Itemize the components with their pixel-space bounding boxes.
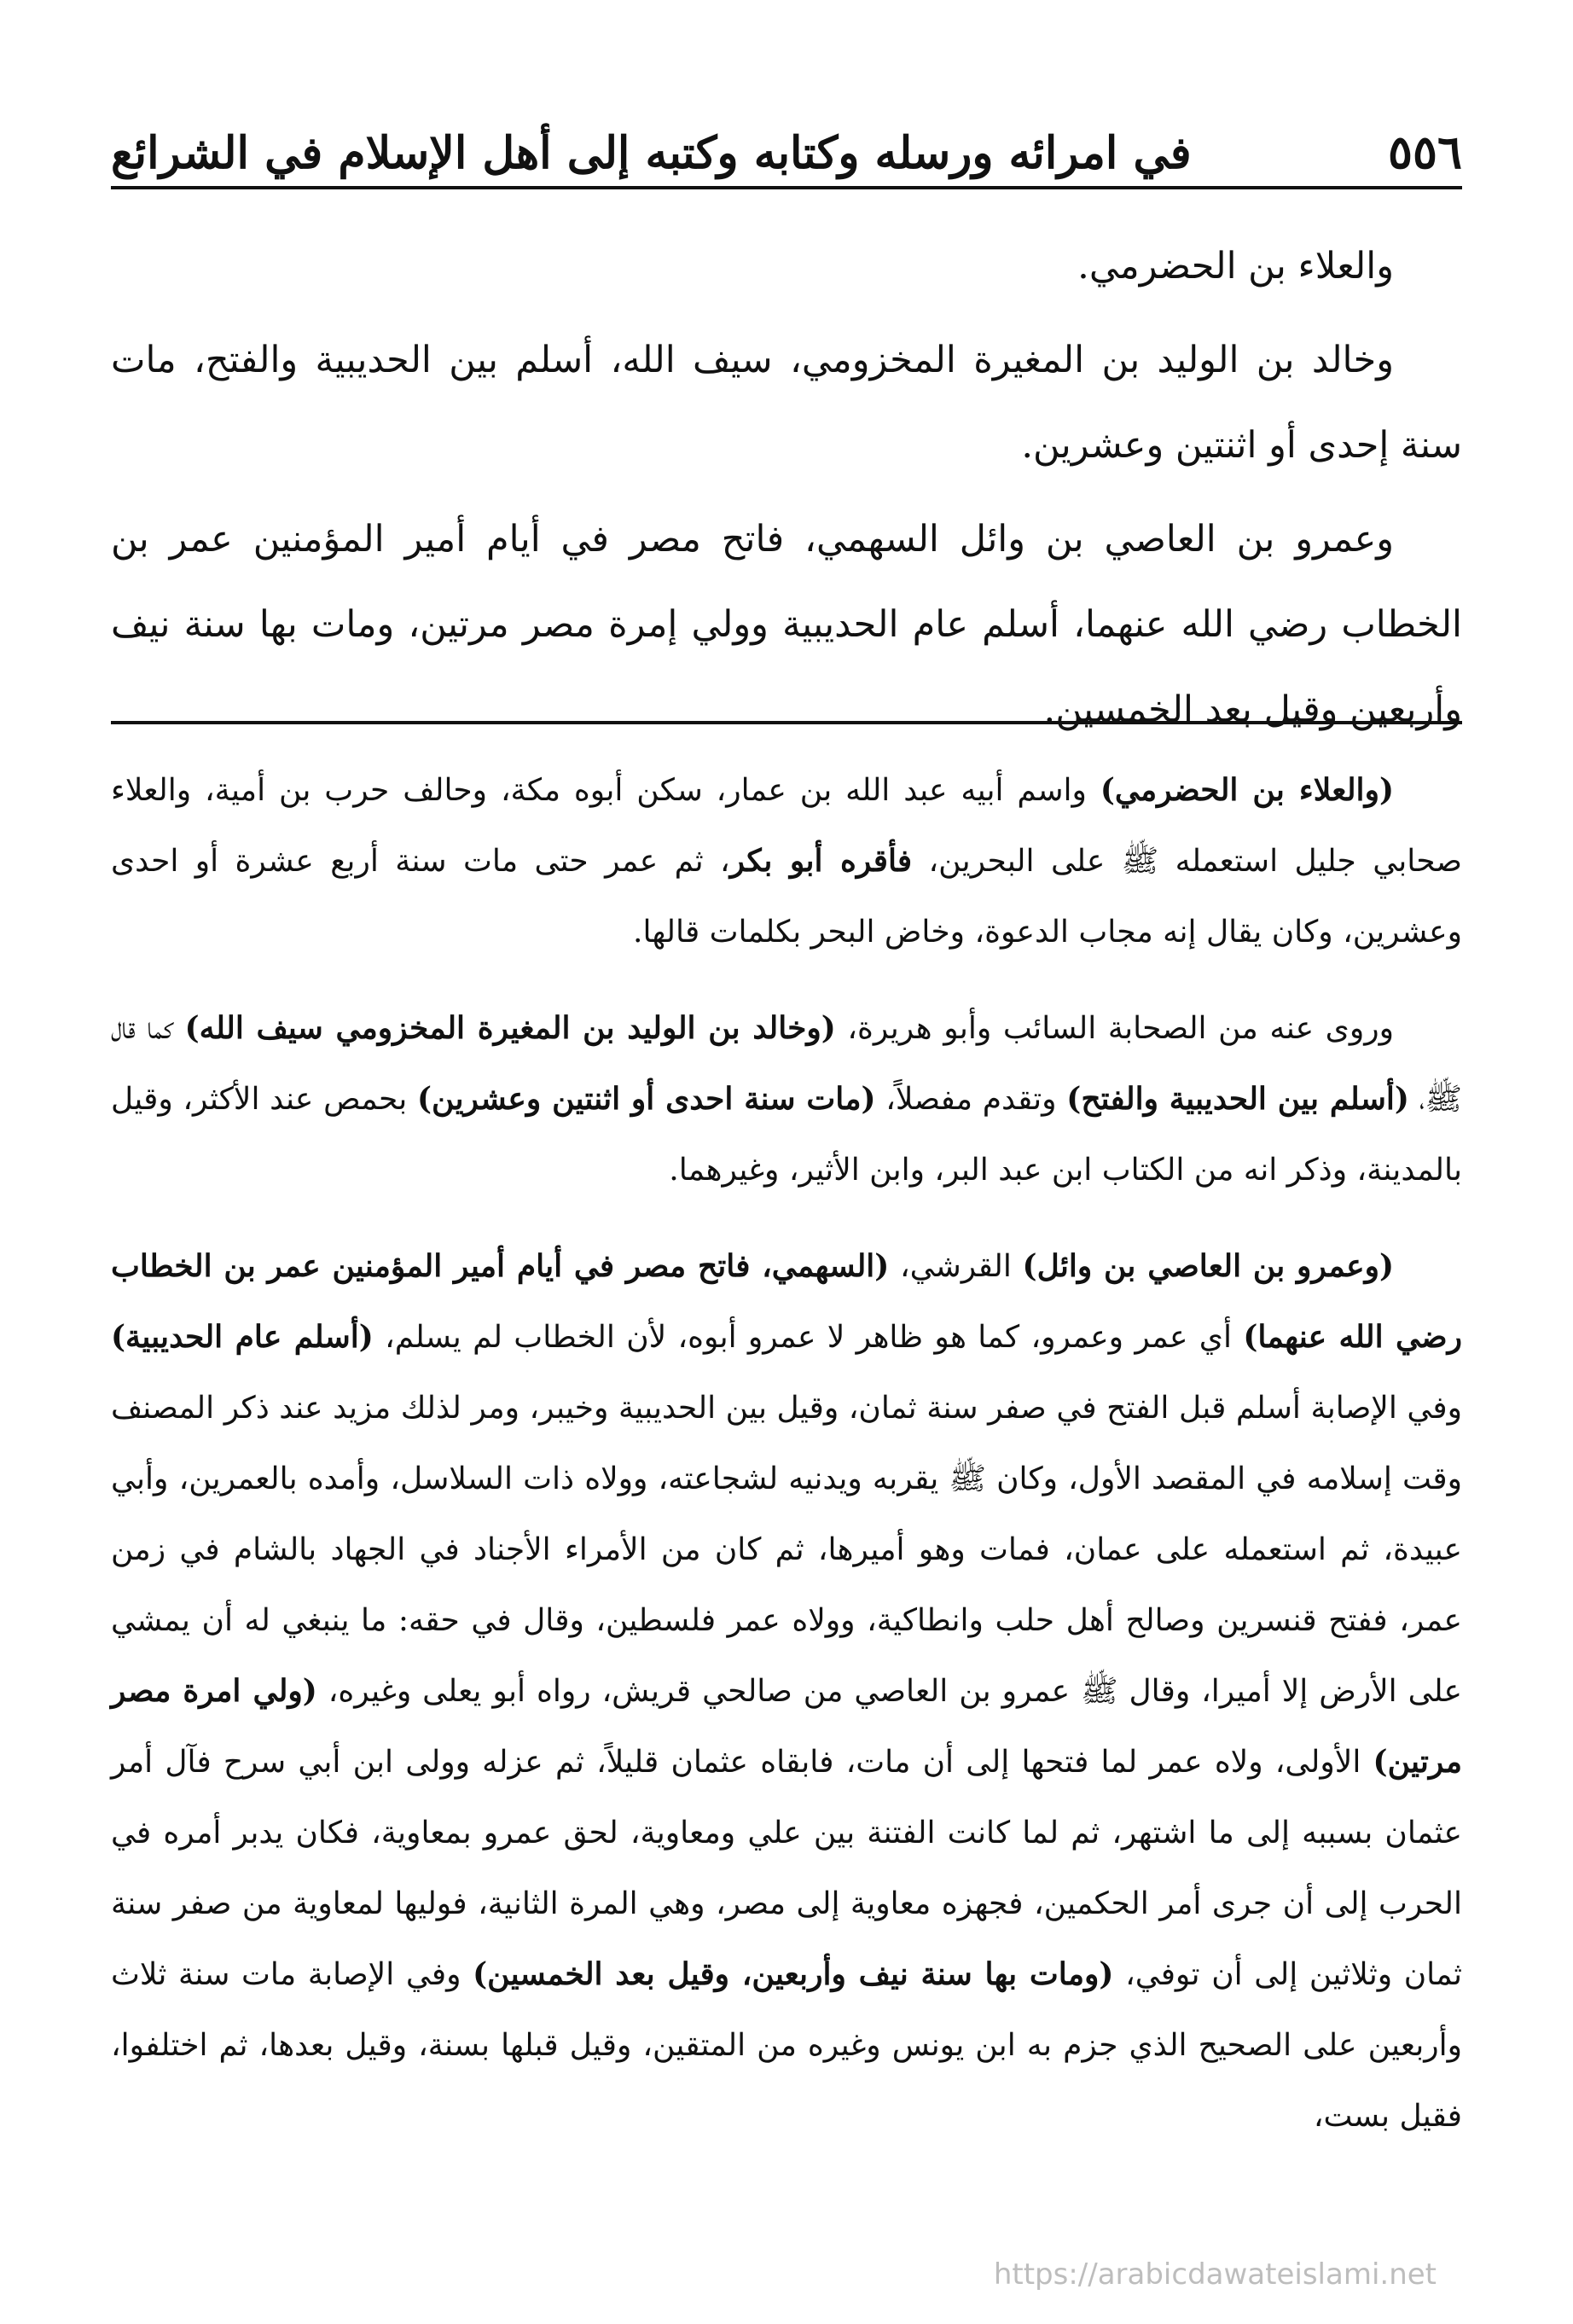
commentary-text: وروى عنه من الصحابة السائب وأبو هريرة،	[835, 1011, 1394, 1046]
main-text	[111, 224, 1462, 761]
commentary-text: كما قال ﷺ،	[111, 1011, 1462, 1117]
main-paragraph-khalid: وخالد بن الوليد بن المغيرة المخزومي، سيف الله، أسلم بين الحديبية والفتح، مات سنة إحدى أو اثنتين وعشرين.	[111, 339, 1462, 467]
commentary-text: القرشي،	[889, 1249, 1023, 1284]
commentary-text: بحمص عند الأكثر، وقيل بالمدينة، وذكر انه من الكتاب ابن عبد البر، وابن الأثير، وغيرهما.	[111, 1082, 1462, 1188]
lemma: (وعمرو بن العاصي بن وائل)	[1022, 1248, 1394, 1284]
lemma: (أسلم عام الحديبية)	[111, 1319, 374, 1355]
commentary-text: ، ثم عمر حتى مات سنة أربع عشرة أو احدى وعشرين، وكان يقال إنه مجاب الدعوة، وخاض البحر بكلمات قالها.	[111, 844, 1462, 950]
lemma: (مات سنة احدى أو اثنتين وعشرين)	[417, 1081, 876, 1117]
lemma: (السهمي، فاتح مصر في أيام أمير المؤمنين عمر بن الخطاب رضي الله عنهما)	[111, 1248, 1463, 1355]
header-rule	[111, 186, 1462, 189]
running-title: في امرائه ورسله وكتابه وكتبه إلى أهل الإسلام في الشرائع	[111, 127, 1192, 179]
commentary-paragraph	[111, 993, 1462, 1206]
commentary-paragraph	[111, 755, 1462, 967]
lemma: (أسلم بين الحديبية والفتح)	[1066, 1081, 1409, 1117]
page-header	[111, 102, 1462, 179]
lemma: (وخالد بن الوليد بن المغيرة المخزومي سيف الله)	[184, 1010, 836, 1046]
page-number: ٥٥٦	[1387, 125, 1462, 179]
watermark-url: https://arabicdawateislami.net	[993, 2257, 1437, 2292]
main-paragraph-ala: والعلاء بن الحضرمي.	[1077, 245, 1394, 288]
lemma: فأقره أبو بكر	[729, 843, 913, 879]
commentary-text: واسم أبيه عبد الله بن عمار، سكن أبوه مكة، وحالف حرب بن أمية، والعلاء صحابي جليل استعمله ﷺ على البحرين،	[111, 773, 1462, 879]
lemma: (ولي امرة مصر مرتين)	[111, 1673, 1462, 1780]
commentary-divider	[111, 721, 1462, 724]
commentary-paragraph	[111, 1231, 1462, 2152]
commentary-text: الأولى، ولاه عمر لما فتحها إلى أن مات، فابقاه عثمان قليلاً، ثم عزله وولى ابن أبي سرح فآل أمر عثمان بسببه إلى ما اشتهر، ثم لما كانت الفتنة بين علي ومعاوية، لحق عمرو بمعاوية، فكان يدبر أمره في الحرب إلى أن جرى أمر الحكمين، فجهزه معاوية إلى مصر، وهي المرة الثانية، فوليها لمعاوية من صفر سنة ثمان وثلاثين إلى أن توفي،	[111, 1745, 1462, 1992]
commentary-text: أي عمر وعمرو، كما هو ظاهر لا عمرو أبوه، لأن الخطاب لم يسلم،	[373, 1320, 1244, 1355]
commentary-text: وتقدم مفصلاً،	[875, 1082, 1067, 1117]
lemma: (ومات بها سنة نيف وأربعين، وقيل بعد الخمسين)	[473, 1956, 1114, 1992]
lemma: (والعلاء بن الحضرمي)	[1100, 772, 1394, 808]
main-paragraph-amr: وعمرو بن العاصي بن وائل السهمي، فاتح مصر في أيام أمير المؤمنين عمر بن الخطاب رضي الله عنهما، أسلم عام الحديبية وولي إمرة مصر مرتين، ومات بها سنة نيف وأربعين وقيل بعد الخمسين.	[111, 518, 1462, 731]
commentary	[111, 755, 1462, 2177]
commentary-text: وفي الإصابة مات سنة ثلاث وأربعين على الصحيح الذي جزم به ابن يونس وغيره من المتقين، وقيل قبلها بسنة، وقيل بعدها، ثم اختلفوا، فقيل بست،	[111, 1957, 1462, 2134]
commentary-text: وفي الإصابة أسلم قبل الفتح في صفر سنة ثمان، وقيل بين الحديبية وخيبر، ومر لذلك مزيد عند ذكر المصنف وقت إسلامه في المقصد الأول، وكان ﷺ يقربه ويدنيه لشجاعته، وولاه ذات السلاسل، وأمده بالعمرين، وأبي عبيدة، ثم استعمله على عمان، فمات وهو أميرها، ثم كان من الأمراء الأجناد في الجهاد بالشام في زمن عمر، ففتح قنسرين وصالح أهل حلب وانطاكية، وولاه عمر فلسطين، وقال في حقه: ما ينبغي له أن يمشي على الأرض إلا أميرا، وقال ﷺ عمرو بن العاصي من صالحي قريش، رواه أبو يعلى وغيره،	[111, 1391, 1462, 1709]
